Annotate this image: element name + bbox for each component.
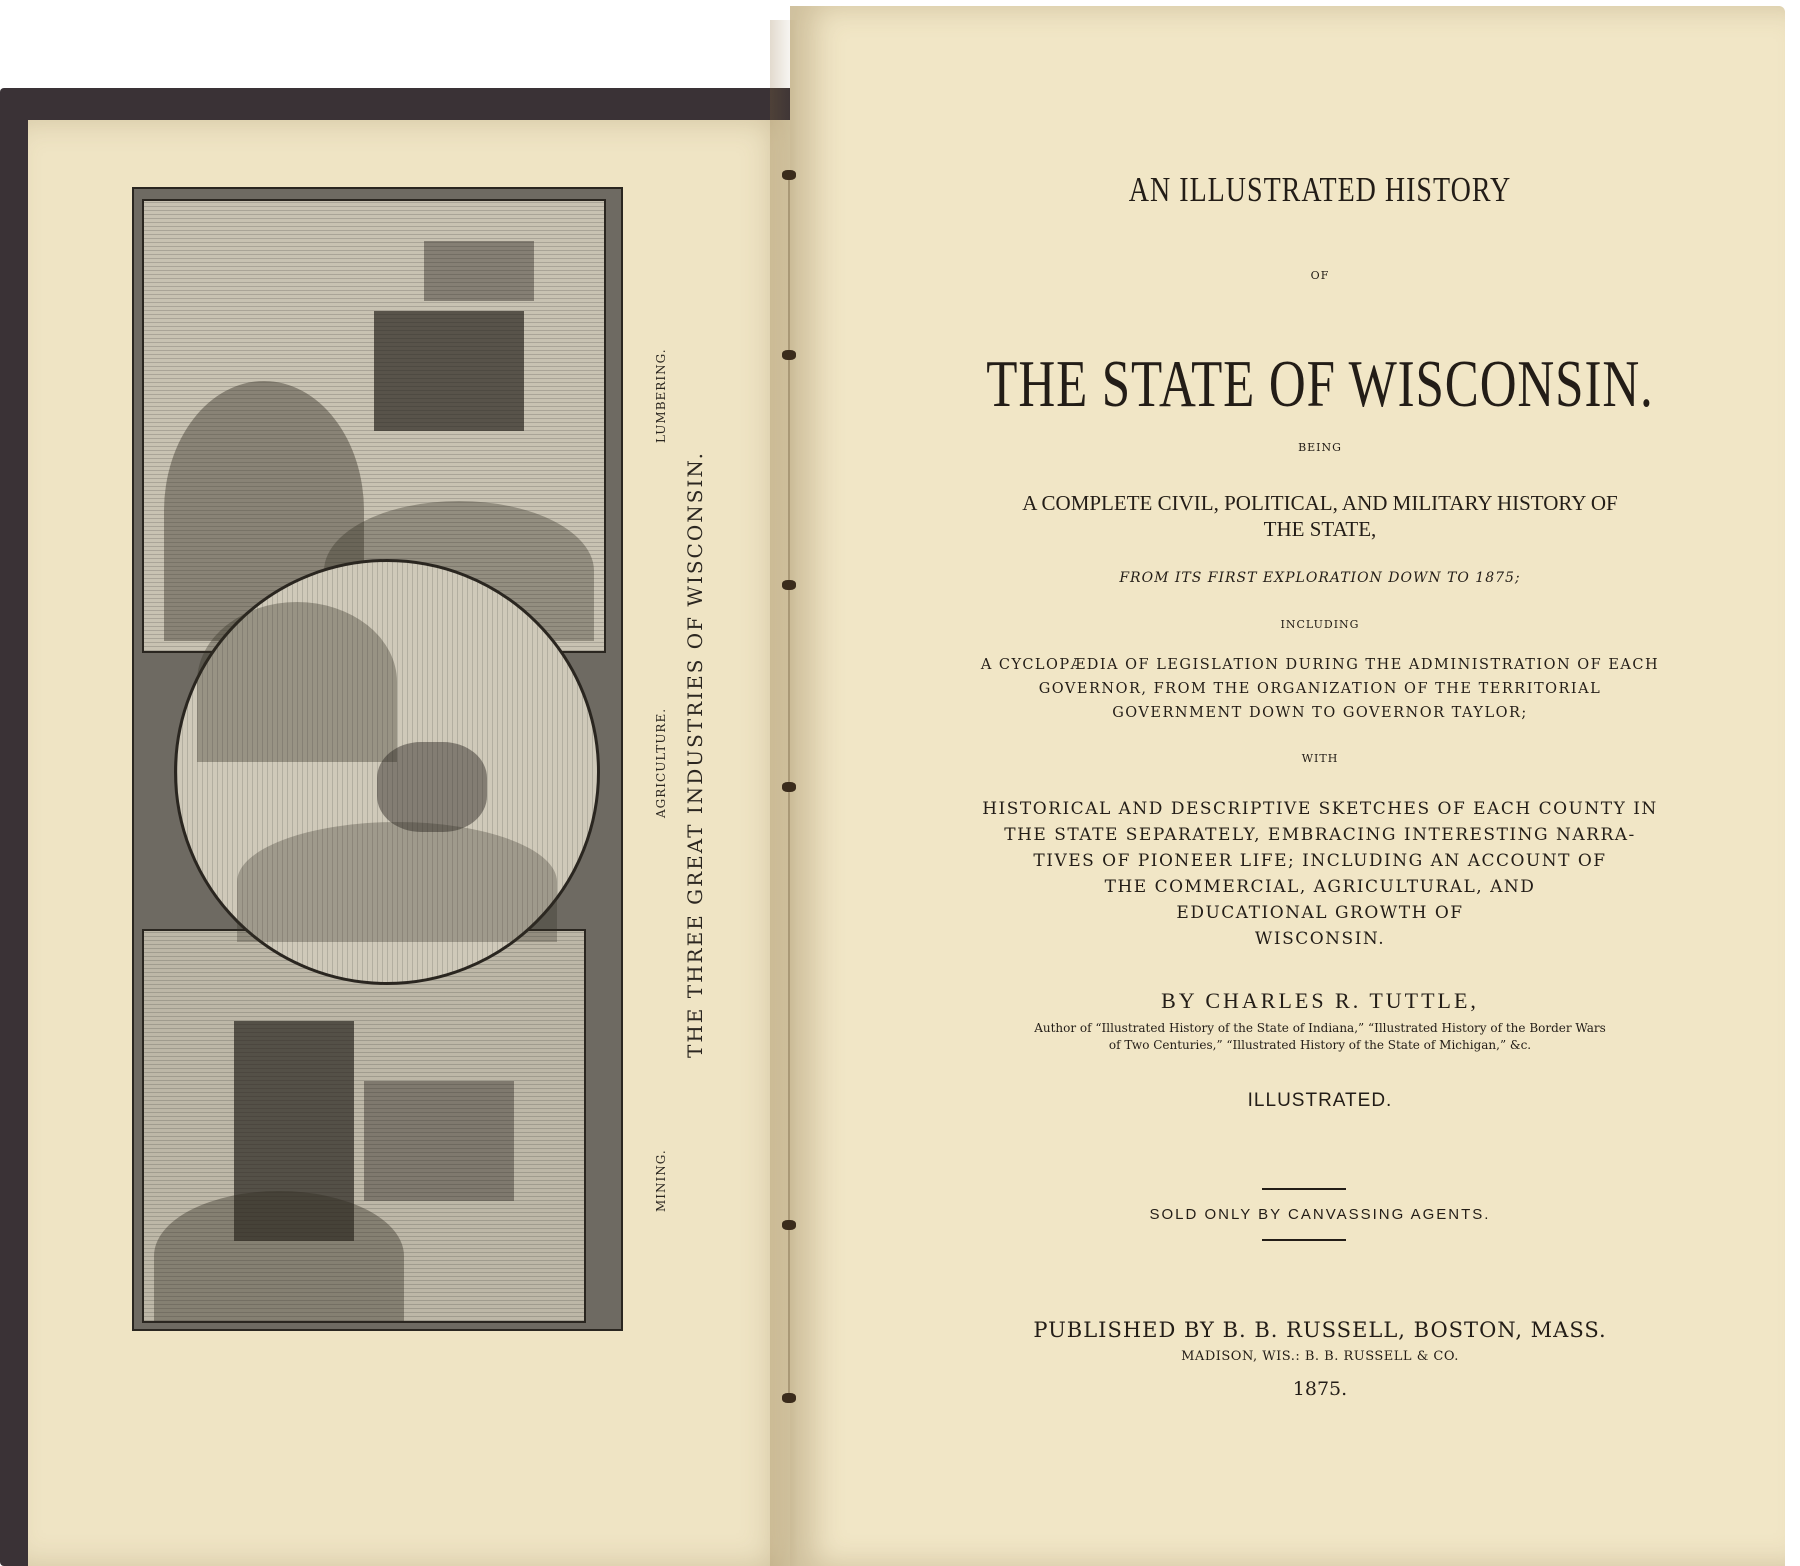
historical-block [900, 796, 1740, 952]
title-with: WITH [1301, 752, 1339, 765]
rule-top [1262, 1188, 1346, 1190]
lumbering-label: LUMBERING. [654, 348, 668, 443]
author-line: BY CHARLES R. TUTTLE, [1161, 988, 1479, 1013]
sold-line: SOLD ONLY BY CANVASSING AGENTS. [1149, 1206, 1491, 1223]
frontispiece-engraving [132, 187, 623, 1331]
historical-line3: TIVES OF PIONEER LIFE; INCLUDING AN ACCOUNT OF [1033, 851, 1607, 871]
from-line: FROM ITS FIRST EXPLORATION DOWN TO 1875; [1119, 570, 1521, 586]
publisher-line: PUBLISHED BY B. B. RUSSELL, BOSTON, MASS. [1033, 1318, 1607, 1342]
cyclopaedia-line1: A CYCLOPÆDIA OF LEGISLATION DURING THE ADMINISTRATION OF EACH [980, 657, 1660, 673]
title-line1: AN ILLUSTRATED HISTORY [1128, 171, 1512, 210]
author-note-line2: of Two Centuries,” “Illustrated History of the State of Michigan,” &c. [1108, 1038, 1532, 1052]
cyclopaedia-line3: GOVERNMENT DOWN TO GOVERNOR TAYLOR; [1112, 705, 1528, 721]
title-including: INCLUDING [1280, 618, 1360, 631]
author-note [900, 1020, 1740, 1054]
mining-label: MINING. [654, 1149, 668, 1212]
binding-stitch [782, 1393, 796, 1403]
book-gutter [770, 20, 810, 1566]
subtitle-line2: THE STATE, [1263, 517, 1377, 541]
binding-stitch [782, 350, 796, 360]
subtitle-block [900, 490, 1740, 542]
author-note-line1: Author of “Illustrated History of the State of Indiana,” “Illustrated History of the Border Wars [1034, 1021, 1606, 1035]
mining-panel [142, 929, 586, 1323]
madison-line: MADISON, WIS.: B. B. RUSSELL & CO. [1181, 1349, 1459, 1364]
main-title: THE STATE OF WISCONSIN. [986, 346, 1654, 421]
historical-line6: WISCONSIN. [1254, 929, 1386, 949]
publication-year: 1875. [1292, 1378, 1348, 1400]
agriculture-medallion [174, 559, 600, 985]
title-of: OF [1310, 269, 1330, 282]
cyclopaedia-line2: GOVERNOR, FROM THE ORGANIZATION OF THE TERRITORIAL [1038, 681, 1602, 697]
historical-line4: THE COMMERCIAL, AGRICULTURAL, AND [1104, 877, 1536, 897]
binding-stitch [782, 580, 796, 590]
illustrated-label: ILLUSTRATED. [1247, 1090, 1393, 1111]
historical-line1: HISTORICAL AND DESCRIPTIVE SKETCHES OF EACH COUNTY IN [982, 799, 1658, 819]
binding-stitch [782, 1220, 796, 1230]
cyclopaedia-block [900, 653, 1740, 725]
binding-stitch [782, 782, 796, 792]
binding-stitch [782, 170, 796, 180]
title-being: BEING [1298, 441, 1342, 454]
agriculture-label: AGRICULTURE. [654, 707, 668, 818]
frontispiece-caption: THE THREE GREAT INDUSTRIES OF WISCONSIN. [683, 451, 707, 1058]
subtitle-line1: A COMPLETE CIVIL, POLITICAL, AND MILITARY HISTORY OF [1022, 491, 1618, 515]
rule-bottom [1262, 1239, 1346, 1241]
historical-line2: THE STATE SEPARATELY, EMBRACING INTERESTING NARRA- [1004, 825, 1636, 845]
historical-line5: EDUCATIONAL GROWTH OF [1176, 903, 1464, 923]
